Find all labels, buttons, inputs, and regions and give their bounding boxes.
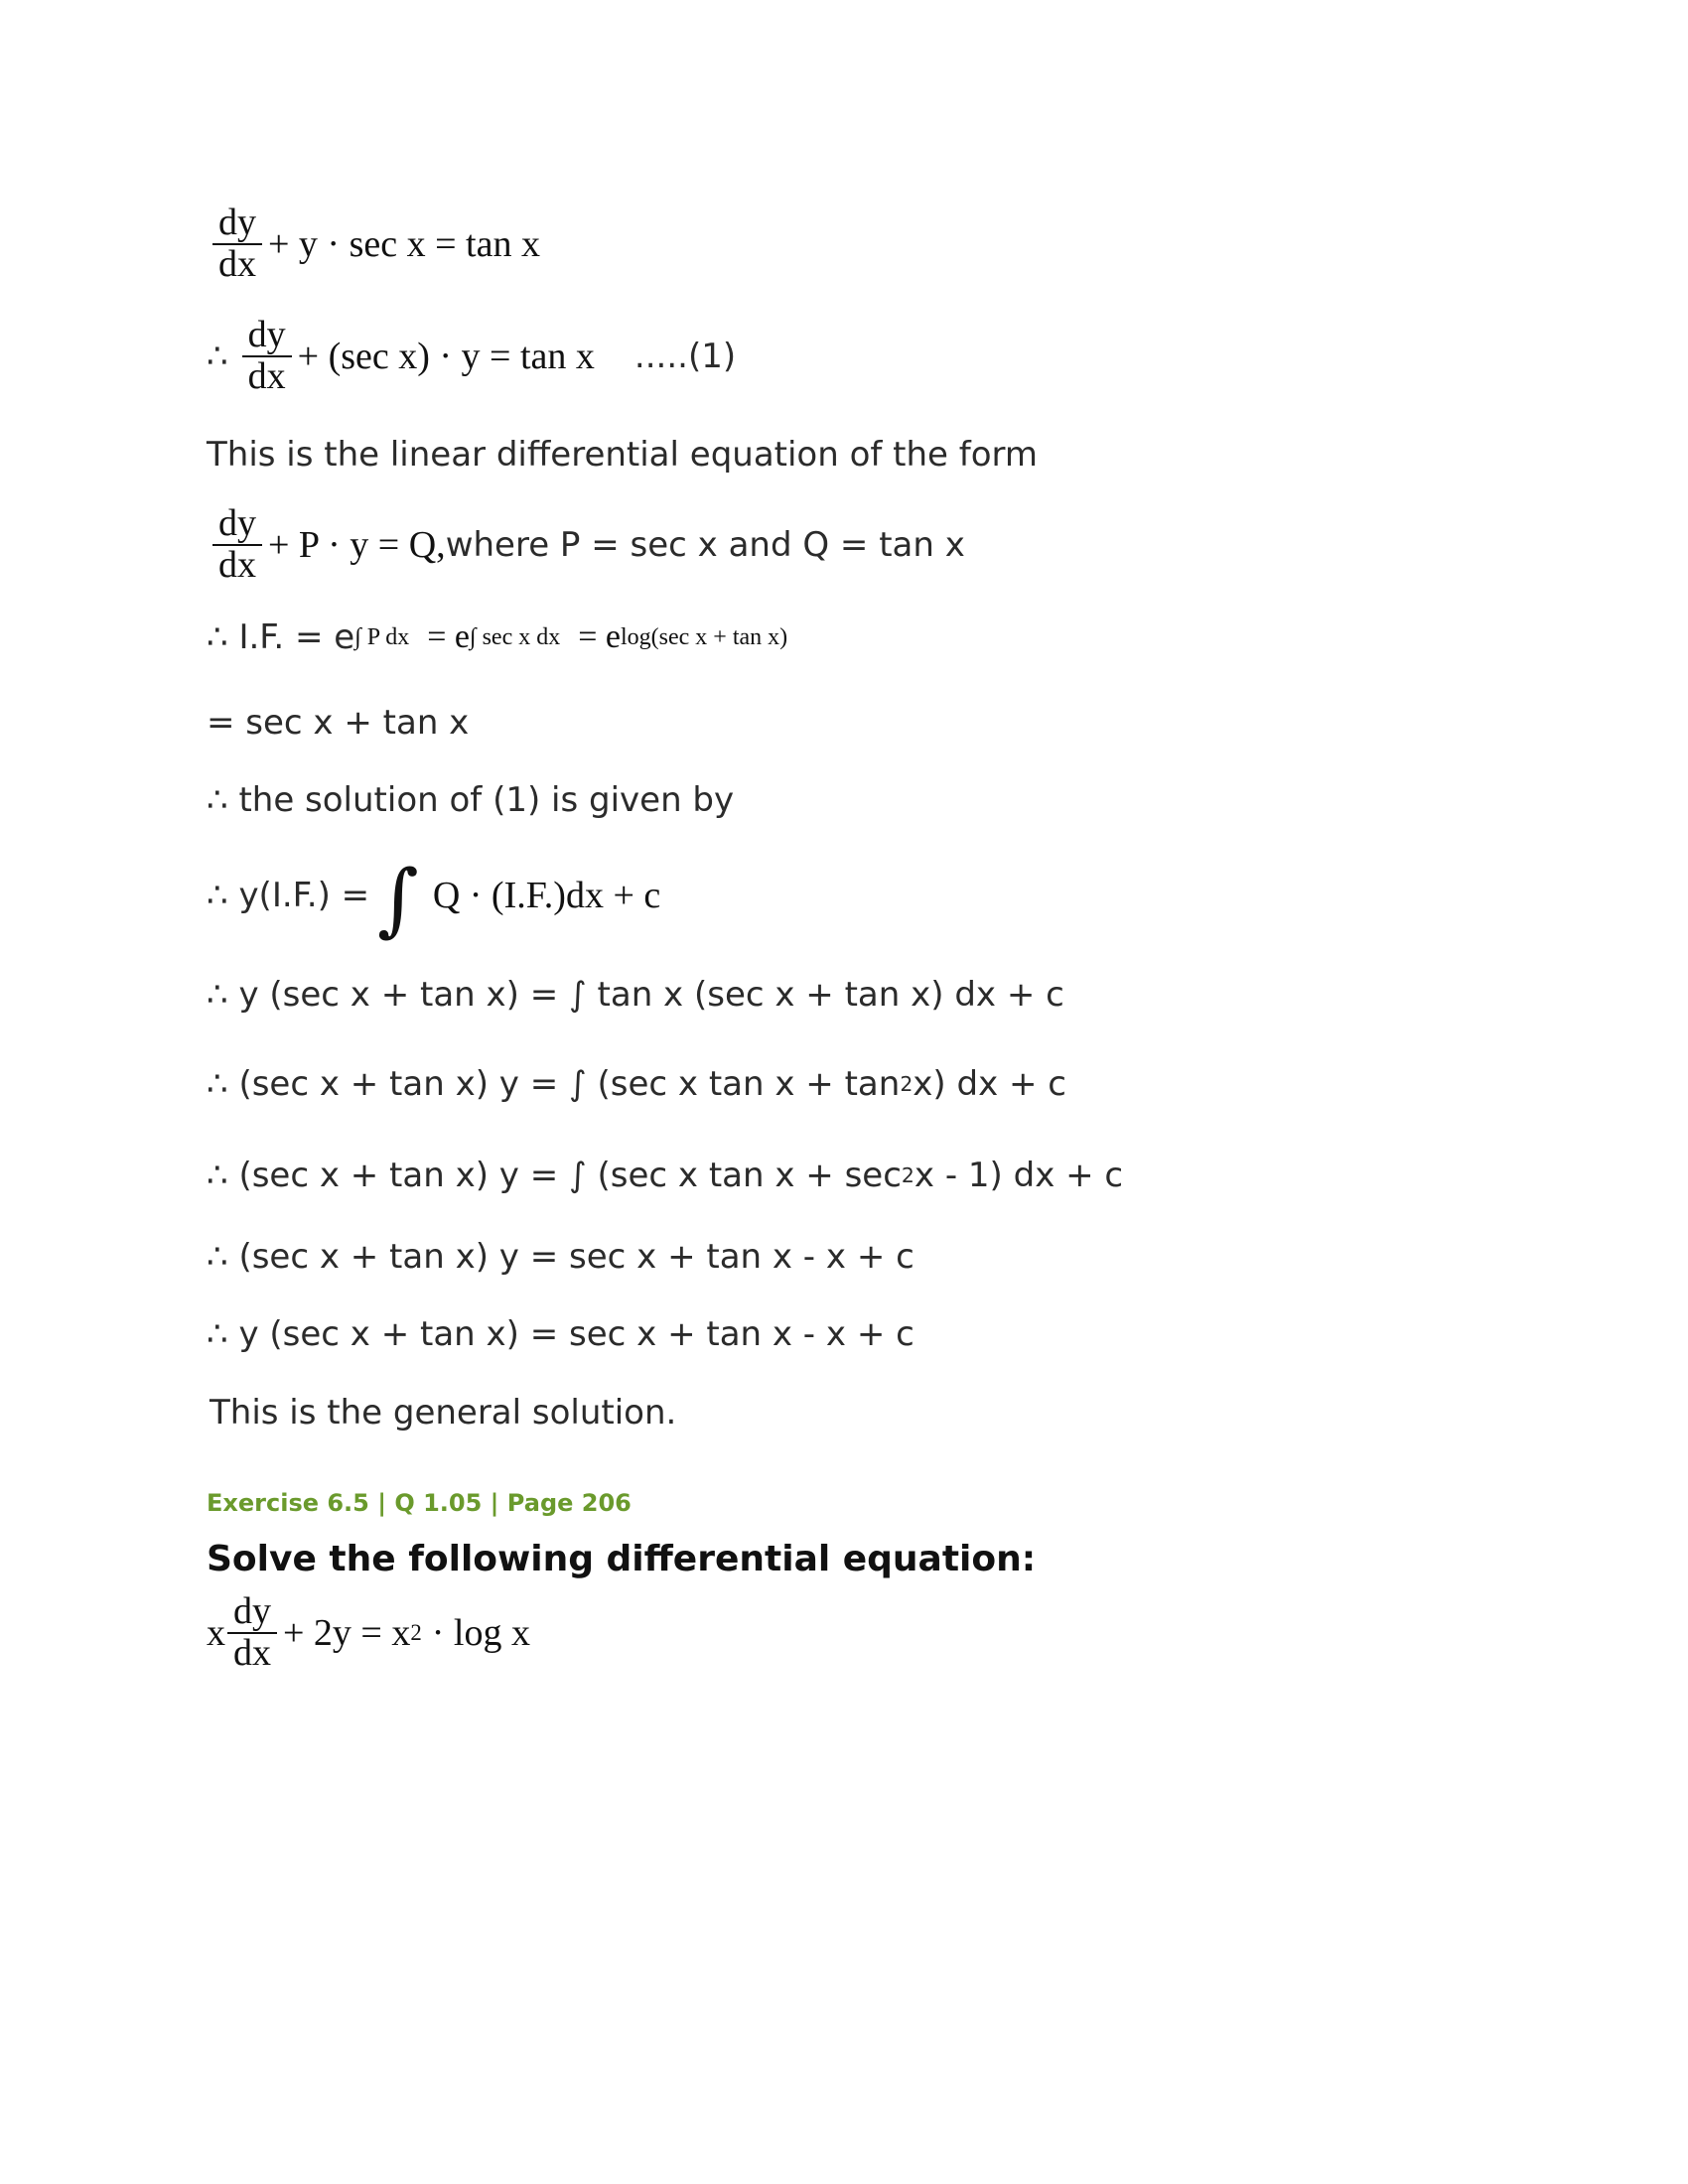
text-line-step-5: ∴ y (sec x + tan x) = sec x + tan x - x + c: [207, 1314, 914, 1354]
text-line-step-4: ∴ (sec x + tan x) y = sec x + tan x - x + c: [207, 1237, 914, 1277]
equation-line-2: [207, 316, 736, 397]
text-line-step-2: ∴ (sec x + tan x) y = ∫ (sec x tan x + tan 2 x) dx + c: [207, 1064, 1066, 1104]
equation-where-text: where P = sec x and Q = tan x: [445, 524, 965, 565]
fraction-dy-dx: [242, 316, 292, 397]
solution-formula-line: [207, 853, 661, 945]
fraction-numerator: dy: [218, 202, 256, 243]
fraction-dy-dx: [212, 504, 262, 586]
text-line-linear-form: This is the linear differential equation of the form: [207, 435, 1039, 475]
therefore-symbol: ∴: [207, 336, 228, 376]
fraction-denominator: dx: [212, 544, 262, 586]
fraction-numerator: dy: [218, 502, 256, 544]
fraction-denominator: dx: [212, 243, 262, 285]
equation-rest: + P · y = Q,: [268, 523, 446, 566]
step-2-post: x) dx + c: [913, 1064, 1066, 1104]
integrating-factor-line: ∴ I.F. = e ∫ P dx = e ∫ sec x dx = e log(sec x + tan x): [207, 617, 788, 657]
step-3-pre: ∴ (sec x + tan x) y = ∫ (sec x tan x + sec: [207, 1156, 902, 1195]
fraction-denominator: dx: [242, 355, 292, 397]
integral-sign: ∫: [377, 853, 419, 945]
solution-integrand: Q · (I.F.)dx + c: [432, 875, 661, 916]
fraction-denominator: dx: [227, 1632, 277, 1674]
exercise-reference-link[interactable]: Exercise 6.5 | Q 1.05 | Page 206: [207, 1489, 632, 1517]
text-line-if-result: = sec x + tan x: [207, 703, 470, 743]
solution-lead: ∴ y(I.F.) =: [207, 876, 370, 915]
question-eq-tail: · log x: [431, 1611, 530, 1654]
question-eq-lead: x: [207, 1611, 225, 1654]
text-line-general-solution: This is the general solution.: [210, 1393, 677, 1433]
equation-line-1: [207, 204, 540, 285]
if-eq-2: = e: [578, 618, 621, 655]
fraction-dy-dx: [227, 1592, 277, 1674]
text-line-step-1: ∴ y (sec x + tan x) = ∫ tan x (sec x + tan x) dx + c: [207, 975, 1064, 1015]
fraction-numerator: dy: [233, 1590, 271, 1632]
equation-rest: + y · sec x = tan x: [268, 222, 540, 265]
question-title: Solve the following differential equation:: [207, 1539, 1037, 1579]
if-eq-1: = e: [427, 618, 470, 655]
equation-rest: + (sec x) · y = tan x: [297, 335, 595, 377]
if-lead: ∴ I.F. = e: [207, 617, 355, 657]
question-equation: x $\frac{dy}{dx}$ + 2y = x 2 · log x: [207, 1590, 530, 1674]
step-2-pre: ∴ (sec x + tan x) y = ∫ (sec x tan x + tan: [207, 1064, 901, 1104]
question-eq-mid: + 2y = x: [283, 1611, 411, 1654]
fraction-dy-dx: [212, 204, 262, 285]
text-line-step-3: ∴ (sec x + tan x) y = ∫ (sec x tan x + sec 2 x - 1) dx + c: [207, 1156, 1124, 1195]
fraction-numerator: dy: [247, 314, 286, 355]
step-3-post: x - 1) dx + c: [914, 1156, 1124, 1195]
equation-tag: .....(1): [633, 336, 737, 376]
equation-line-form: [207, 504, 965, 586]
text-line-solution-given: ∴ the solution of (1) is given by: [207, 780, 735, 820]
